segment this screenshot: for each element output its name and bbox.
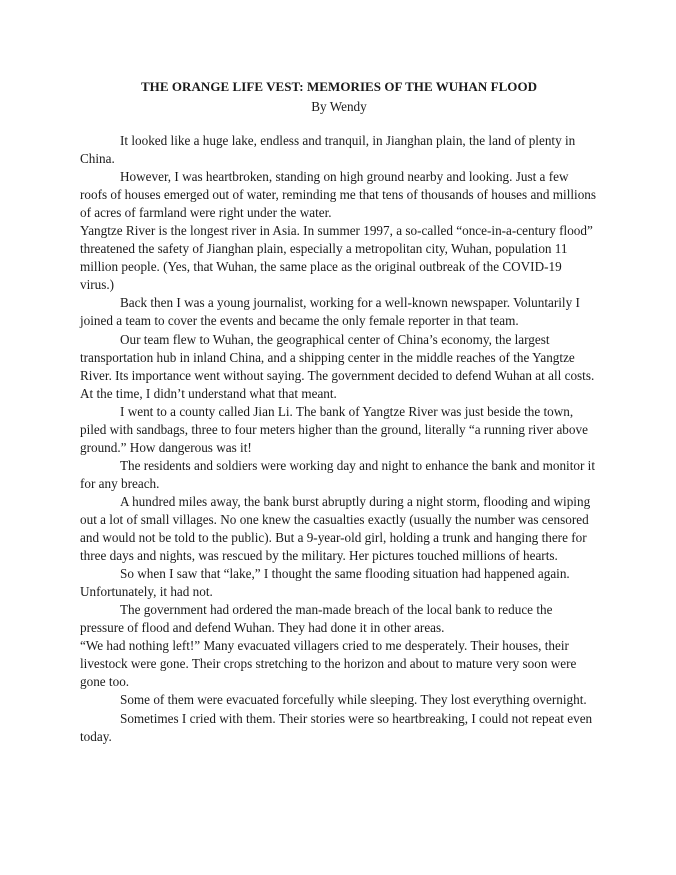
paragraph: I went to a county called Jian Li. The bank of Yangtze River was just beside the town, piled with sandbags, three to four meters higher than the ground, literally “a running river above ground.” How dangerous was it! bbox=[80, 403, 588, 455]
paragraph: A hundred miles away, the bank burst abruptly during a night storm, flooding and wiping out a lot of small villages. No one knew the casualties exactly (usually the number was censored and would not be told to the public). But a 9-year-old girl, holding a trunk and hanging there for three days and nights, was rescued by the military. Her pictures touched millions of hearts. bbox=[80, 493, 591, 564]
paragraph: “We had nothing left!” Many evacuated villagers cried to me desperately. Their houses, their livestock were gone. Their crops stretching to the horizon and about to mature very soon were gone too. bbox=[80, 638, 577, 690]
paragraph: Some of them were evacuated forcefully while sleeping. They lost everything overnight. bbox=[120, 692, 587, 708]
document-body bbox=[80, 132, 598, 746]
paragraph: So when I saw that “lake,” I thought the same flooding situation had happened again. Unfortunately, it had not. bbox=[80, 566, 570, 600]
document-content bbox=[80, 78, 598, 746]
paragraph: Yangtze River is the longest river in Asia. In summer 1997, a so-called “once-in-a-century flood” threatened the safety of Jianghan plain, especially a metropolitan city, Wuhan, population 11 million people. (Yes, that Wuhan, the same place as the original outbreak of the COVID-19 virus.) bbox=[80, 223, 593, 293]
paragraph: It looked like a huge lake, endless and tranquil, in Jianghan plain, the land of plenty in China. bbox=[80, 133, 576, 167]
paragraph: The residents and soldiers were working day and night to enhance the bank and monitor it for any breach. bbox=[80, 457, 595, 491]
paragraph: The government had ordered the man-made breach of the local bank to reduce the pressure of flood and defend Wuhan. They had done it in other areas. bbox=[80, 602, 553, 636]
paragraph: Sometimes I cried with them. Their stories were so heartbreaking, I could not repeat even today. bbox=[80, 710, 593, 744]
paragraph: Our team flew to Wuhan, the geographical center of China’s economy, the largest transportation hub in inland China, and a shipping center in the middle reaches of the Yangtze River. Its importance went without saying. The government decided to defend Wuhan at all costs. At the time, I didn’t understand what that meant. bbox=[80, 331, 595, 401]
paragraph: Back then I was a young journalist, working for a well-known newspaper. Voluntarily I joined a team to cover the events and became the only female reporter in that team. bbox=[80, 295, 580, 329]
author-byline: By Wendy bbox=[311, 99, 367, 114]
paragraph: However, I was heartbroken, standing on high ground nearby and looking. Just a few roofs of houses emerged out of water, reminding me that tens of thousands of houses and millions of acres of farmland were right under the water. bbox=[80, 169, 597, 221]
document-title: THE ORANGE LIFE VEST: MEMORIES OF THE WUHAN FLOOD bbox=[140, 79, 538, 94]
